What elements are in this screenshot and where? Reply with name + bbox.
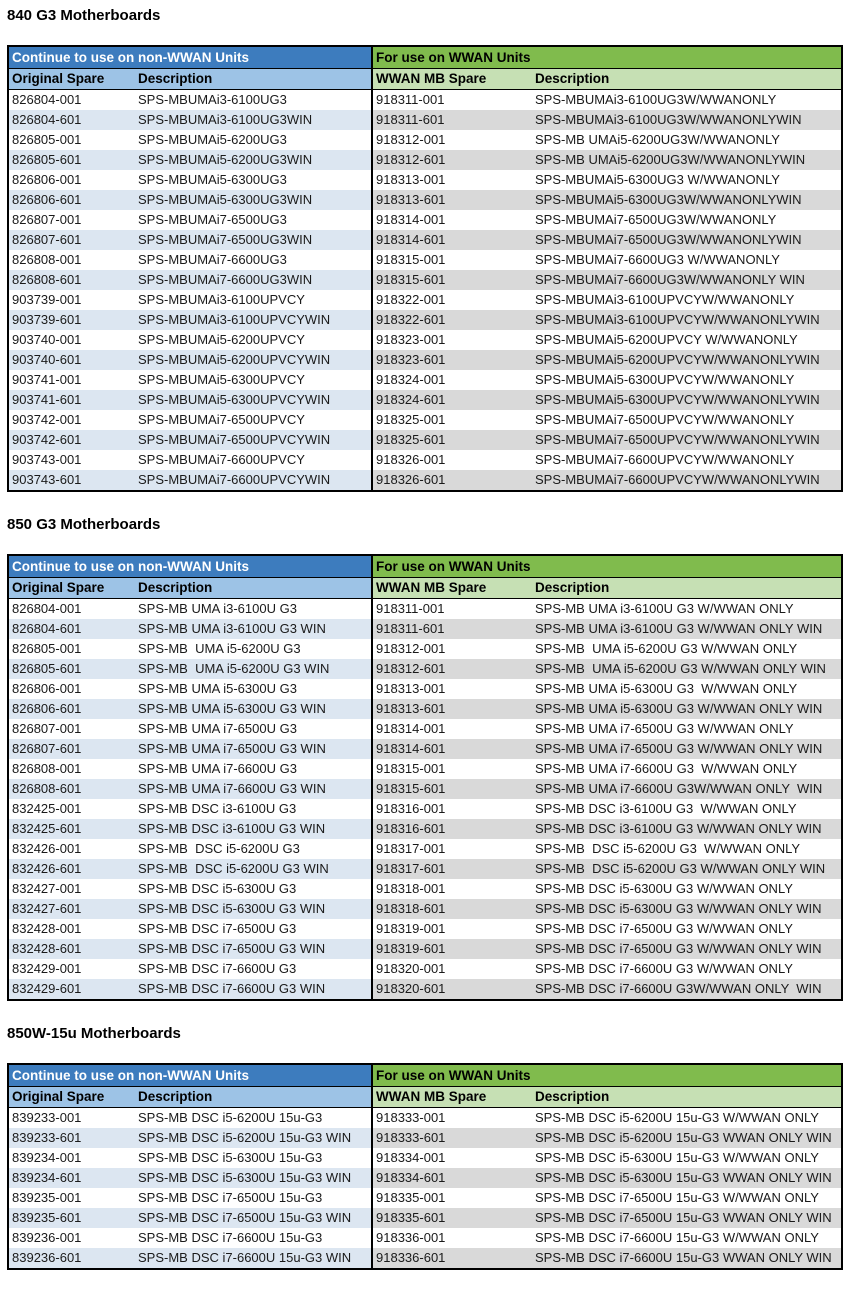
cell-original-spare: 826806-001: [12, 681, 82, 696]
original-spare-column-header: Original Spare: [8, 1087, 135, 1108]
cell-description: SPS-MB DSC i5-6200U G3 WIN: [135, 859, 372, 879]
cell-original-spare: 903742-001: [12, 412, 82, 427]
cell-original-spare: 832428-001: [12, 921, 82, 936]
cell-original-spare: 826806-601: [8, 699, 135, 719]
cell-description: SPS-MB UMA i7-6600U G3 WIN: [135, 779, 372, 799]
cell-wwan-mb-spare: 918324-601: [372, 390, 532, 410]
cell-original-spare: 903742-601: [8, 430, 135, 450]
cell-original-spare: 826807-001: [12, 721, 82, 736]
cell-wwan-mb-spare: 918319-601: [372, 939, 532, 959]
table-row: [8, 210, 842, 230]
cell-original-spare: 903740-001: [12, 332, 82, 347]
cell-wwan-description: SPS-MB UMA i7-6600U G3 W/WWAN ONLY: [535, 761, 798, 776]
column-header-row: [8, 1087, 842, 1108]
table-row: [8, 959, 842, 979]
cell-original-spare: 839236-001: [12, 1230, 82, 1245]
cell-description: SPS-MBUMAi3-6100UPVCYWIN: [135, 310, 372, 330]
cell-wwan-description: SPS-MBUMAi7-6500UPVCYW/WWANONLYWIN: [532, 430, 842, 450]
cell-description: SPS-MB DSC i7-6600U G3 WIN: [135, 979, 372, 1000]
cell-wwan-description: SPS-MB DSC i7-6600U 15u-G3 W/WWAN ONLY: [535, 1230, 819, 1245]
table-row: [8, 699, 842, 719]
cell-wwan-description: SPS-MBUMAi5-6300UPVCYW/WWANONLY: [535, 372, 795, 387]
column-header-row: [8, 578, 842, 599]
cell-wwan-mb-spare: 918320-601: [372, 979, 532, 1000]
cell-wwan-description: SPS-MB UMA i3-6100U G3 W/WWAN ONLY WIN: [532, 619, 842, 639]
section-title: 850W-15u Motherboards: [7, 1025, 181, 1042]
parts-table-body: [8, 599, 842, 1001]
section-title: 840 G3 Motherboards: [7, 7, 161, 24]
cell-wwan-mb-spare: 918320-001: [376, 961, 446, 976]
group-header-row: [8, 46, 842, 69]
cell-wwan-mb-spare: 918312-601: [372, 659, 532, 679]
wwan-mb-spare-column-header: WWAN MB Spare: [372, 69, 532, 90]
cell-original-spare: 826807-601: [8, 739, 135, 759]
cell-wwan-description: SPS-MB UMA i7-6500U G3 W/WWAN ONLY: [535, 721, 794, 736]
cell-wwan-description: SPS-MB DSC i7-6500U 15u-G3 W/WWAN ONLY: [535, 1190, 819, 1205]
cell-wwan-description: SPS-MB DSC i7-6600U G3W/WWAN ONLY WIN: [532, 979, 842, 1000]
cell-original-spare: 826808-601: [8, 779, 135, 799]
cell-wwan-mb-spare: 918311-601: [372, 110, 532, 130]
cell-original-spare: 826804-601: [8, 110, 135, 130]
table-row: [8, 1148, 842, 1168]
table-row: [8, 639, 842, 659]
table-row: [8, 230, 842, 250]
cell-wwan-mb-spare: 918313-601: [372, 699, 532, 719]
cell-wwan-mb-spare: 918319-001: [376, 921, 446, 936]
cell-description: SPS-MB DSC i5-6200U 15u-G3: [135, 1108, 372, 1129]
cell-original-spare: 839233-601: [8, 1128, 135, 1148]
table-row: [8, 659, 842, 679]
motherboard-section: [7, 516, 841, 1001]
cell-description: SPS-MB DSC i3-6100U G3: [135, 799, 372, 819]
cell-original-spare: 832425-001: [12, 801, 82, 816]
table-row: [8, 330, 842, 350]
cell-wwan-mb-spare: 918334-001: [376, 1150, 446, 1165]
cell-original-spare: 832426-001: [12, 841, 82, 856]
cell-wwan-mb-spare: 918317-001: [376, 841, 446, 856]
table-row: [8, 1208, 842, 1228]
cell-wwan-mb-spare: 918314-001: [376, 721, 446, 736]
cell-original-spare: 826808-601: [8, 270, 135, 290]
cell-wwan-description: SPS-MB UMA i7-6500U G3 W/WWAN ONLY WIN: [532, 739, 842, 759]
table-row: [8, 1188, 842, 1208]
cell-wwan-mb-spare: 918313-601: [372, 190, 532, 210]
cell-original-spare: 839234-001: [12, 1150, 82, 1165]
cell-description: SPS-MBUMAi7-6600UPVCYWIN: [135, 470, 372, 491]
cell-description: SPS-MB UMA i3-6100U G3 WIN: [135, 619, 372, 639]
cell-description: SPS-MBUMAi5-6200UPVCYWIN: [135, 350, 372, 370]
cell-wwan-description: SPS-MBUMAi7-6600UG3 W/WWANONLY: [535, 252, 780, 267]
cell-original-spare: 903739-601: [8, 310, 135, 330]
cell-original-spare: 832427-001: [12, 881, 82, 896]
cell-description: SPS-MB DSC i7-6500U 15u-G3 WIN: [135, 1208, 372, 1228]
table-row: [8, 599, 842, 620]
table-row: [8, 839, 842, 859]
wwan-mb-spare-column-header: WWAN MB Spare: [372, 578, 532, 599]
cell-wwan-mb-spare: 918325-601: [372, 430, 532, 450]
table-row: [8, 799, 842, 819]
cell-wwan-description: SPS-MB DSC i7-6500U G3 W/WWAN ONLY: [535, 921, 793, 936]
table-row: [8, 719, 842, 739]
cell-description: SPS-MB DSC i7-6600U G3: [135, 959, 372, 979]
cell-wwan-mb-spare: 918315-001: [376, 761, 446, 776]
table-row: [8, 1248, 842, 1269]
cell-description: SPS-MB DSC i5-6200U 15u-G3 WIN: [135, 1128, 372, 1148]
cell-description: SPS-MB DSC i7-6600U 15u-G3 WIN: [135, 1248, 372, 1269]
cell-original-spare: 903741-001: [12, 372, 82, 387]
cell-wwan-mb-spare: 918312-001: [376, 132, 446, 147]
table-row: [8, 859, 842, 879]
cell-original-spare: 903739-001: [12, 292, 82, 307]
cell-wwan-mb-spare: 918311-001: [376, 92, 445, 107]
cell-wwan-description: SPS-MBUMAi5-6200UPVCYW/WWANONLYWIN: [532, 350, 842, 370]
parts-table-header: [8, 555, 842, 599]
cell-wwan-description: SPS-MB DSC i5-6200U 15u-G3 W/WWAN ONLY: [535, 1110, 819, 1125]
parts-table-header: [8, 46, 842, 90]
cell-wwan-description: SPS-MB DSC i7-6500U G3 W/WWAN ONLY WIN: [532, 939, 842, 959]
wwan-description-column-header: Description: [532, 1087, 842, 1108]
cell-wwan-mb-spare: 918323-001: [376, 332, 446, 347]
cell-wwan-description: SPS-MB UMAi5-6200UG3W/WWANONLY: [535, 132, 780, 147]
cell-original-spare: 832426-601: [8, 859, 135, 879]
cell-description: SPS-MBUMAi3-6100UG3: [135, 90, 372, 111]
cell-description: SPS-MBUMAi5-6200UG3: [135, 130, 372, 150]
cell-description: SPS-MB UMA i7-6600U G3: [135, 759, 372, 779]
original-spare-column-header: Original Spare: [8, 69, 135, 90]
cell-original-spare: 826805-601: [8, 150, 135, 170]
cell-description: SPS-MB UMA i3-6100U G3: [135, 599, 372, 620]
cell-wwan-description: SPS-MB UMA i5-6200U G3 W/WWAN ONLY: [535, 641, 798, 656]
cell-wwan-description: SPS-MB DSC i7-6600U 15u-G3 WWAN ONLY WIN: [532, 1248, 842, 1269]
table-row: [8, 779, 842, 799]
cell-description: SPS-MBUMAi7-6600UPVCY: [135, 450, 372, 470]
cell-original-spare: 826806-601: [8, 190, 135, 210]
table-row: [8, 430, 842, 450]
cell-original-spare: 903743-001: [12, 452, 82, 467]
cell-original-spare: 826804-001: [12, 601, 82, 616]
cell-description: SPS-MBUMAi7-6600UG3: [135, 250, 372, 270]
cell-original-spare: 832425-601: [8, 819, 135, 839]
parts-table: [7, 1063, 843, 1270]
cell-wwan-mb-spare: 918326-601: [372, 470, 532, 491]
cell-description: SPS-MBUMAi5-6300UPVCY: [135, 370, 372, 390]
cell-original-spare: 826807-001: [12, 212, 82, 227]
cell-original-spare: 826805-001: [12, 132, 82, 147]
cell-wwan-mb-spare: 918317-601: [372, 859, 532, 879]
table-row: [8, 130, 842, 150]
table-row: [8, 270, 842, 290]
cell-wwan-description: SPS-MBUMAi3-6100UG3W/WWANONLY: [535, 92, 777, 107]
cell-wwan-description: SPS-MB DSC i7-6500U 15u-G3 WWAN ONLY WIN: [532, 1208, 842, 1228]
cell-wwan-mb-spare: 918322-001: [376, 292, 446, 307]
cell-description: SPS-MBUMAi5-6200UG3WIN: [135, 150, 372, 170]
table-row: [8, 170, 842, 190]
cell-wwan-description: SPS-MB UMAi5-6200UG3W/WWANONLYWIN: [532, 150, 842, 170]
table-row: [8, 310, 842, 330]
section-title: 850 G3 Motherboards: [7, 516, 161, 533]
description-column-header: Description: [135, 69, 372, 90]
cell-original-spare: 832428-601: [8, 939, 135, 959]
cell-description: SPS-MB DSC i7-6600U 15u-G3: [135, 1228, 372, 1248]
cell-wwan-mb-spare: 918315-601: [372, 270, 532, 290]
cell-wwan-description: SPS-MBUMAi7-6600UG3W/WWANONLY WIN: [532, 270, 842, 290]
cell-wwan-description: SPS-MB DSC i5-6300U G3 W/WWAN ONLY WIN: [532, 899, 842, 919]
cell-wwan-mb-spare: 918315-001: [376, 252, 446, 267]
table-row: [8, 190, 842, 210]
cell-original-spare: 826808-001: [12, 252, 82, 267]
cell-wwan-description: SPS-MB DSC i3-6100U G3 W/WWAN ONLY WIN: [532, 819, 842, 839]
cell-description: SPS-MB DSC i5-6300U 15u-G3 WIN: [135, 1168, 372, 1188]
cell-wwan-description: SPS-MB UMA i5-6200U G3 W/WWAN ONLY WIN: [532, 659, 842, 679]
cell-description: SPS-MB DSC i5-6200U G3: [135, 839, 372, 859]
parts-table: [7, 554, 843, 1001]
cell-wwan-description: SPS-MB DSC i3-6100U G3 W/WWAN ONLY: [535, 801, 797, 816]
cell-wwan-description: SPS-MBUMAi7-6500UG3W/WWANONLYWIN: [532, 230, 842, 250]
cell-original-spare: 826804-001: [12, 92, 82, 107]
table-row: [8, 410, 842, 430]
cell-description: SPS-MBUMAi5-6300UG3WIN: [135, 190, 372, 210]
cell-wwan-mb-spare: 918316-001: [376, 801, 446, 816]
cell-wwan-description: SPS-MB UMA i7-6600U G3W/WWAN ONLY WIN: [532, 779, 842, 799]
cell-description: SPS-MB DSC i7-6500U 15u-G3: [135, 1188, 372, 1208]
table-row: [8, 919, 842, 939]
cell-wwan-mb-spare: 918322-601: [372, 310, 532, 330]
cell-original-spare: 903740-601: [8, 350, 135, 370]
table-row: [8, 979, 842, 1000]
cell-wwan-mb-spare: 918335-601: [372, 1208, 532, 1228]
cell-wwan-description: SPS-MBUMAi5-6300UPVCYW/WWANONLYWIN: [532, 390, 842, 410]
cell-original-spare: 839234-601: [8, 1168, 135, 1188]
table-row: [8, 619, 842, 639]
cell-wwan-mb-spare: 918318-601: [372, 899, 532, 919]
cell-description: SPS-MB DSC i5-6300U G3: [135, 879, 372, 899]
table-row: [8, 250, 842, 270]
parts-table-header: [8, 1064, 842, 1108]
table-row: [8, 939, 842, 959]
cell-description: SPS-MBUMAi7-6500UG3WIN: [135, 230, 372, 250]
cell-description: SPS-MB DSC i5-6300U G3 WIN: [135, 899, 372, 919]
cell-original-spare: 826805-001: [12, 641, 82, 656]
cell-wwan-description: SPS-MBUMAi5-6200UPVCY W/WWANONLY: [535, 332, 798, 347]
table-row: [8, 879, 842, 899]
cell-wwan-description: SPS-MB DSC i5-6300U G3 W/WWAN ONLY: [535, 881, 793, 896]
cell-wwan-description: SPS-MB DSC i5-6300U 15u-G3 W/WWAN ONLY: [535, 1150, 819, 1165]
description-column-header: Description: [135, 1087, 372, 1108]
parts-table-body: [8, 1108, 842, 1270]
cell-original-spare: 839233-001: [12, 1110, 82, 1125]
parts-table-body: [8, 90, 842, 492]
cell-wwan-mb-spare: 918336-601: [372, 1248, 532, 1269]
cell-original-spare: 832429-601: [8, 979, 135, 1000]
cell-wwan-mb-spare: 918312-601: [372, 150, 532, 170]
table-row: [8, 1228, 842, 1248]
cell-description: SPS-MB DSC i7-6500U G3 WIN: [135, 939, 372, 959]
cell-wwan-mb-spare: 918323-601: [372, 350, 532, 370]
motherboard-section: [7, 7, 841, 492]
table-row: [8, 899, 842, 919]
cell-wwan-mb-spare: 918335-001: [376, 1190, 446, 1205]
cell-wwan-description: SPS-MBUMAi7-6500UPVCYW/WWANONLY: [535, 412, 795, 427]
table-row: [8, 110, 842, 130]
table-row: [8, 450, 842, 470]
cell-wwan-mb-spare: 918311-001: [376, 601, 445, 616]
cell-wwan-description: SPS-MBUMAi5-6300UG3W/WWANONLYWIN: [532, 190, 842, 210]
cell-description: SPS-MB UMA i5-6200U G3 WIN: [135, 659, 372, 679]
wwan-mb-spare-column-header: WWAN MB Spare: [372, 1087, 532, 1108]
table-row: [8, 819, 842, 839]
cell-wwan-description: SPS-MBUMAi7-6600UPVCYW/WWANONLYWIN: [532, 470, 842, 491]
cell-original-spare: 839236-601: [8, 1248, 135, 1269]
cell-original-spare: 826808-001: [12, 761, 82, 776]
wwan-description-column-header: Description: [532, 69, 842, 90]
cell-original-spare: 903741-601: [8, 390, 135, 410]
cell-original-spare: 903743-601: [8, 470, 135, 491]
cell-original-spare: 832427-601: [8, 899, 135, 919]
cell-description: SPS-MBUMAi7-6500UPVCY: [135, 410, 372, 430]
cell-wwan-mb-spare: 918313-001: [376, 681, 446, 696]
cell-wwan-mb-spare: 918314-001: [376, 212, 446, 227]
cell-description: SPS-MBUMAi7-6600UG3WIN: [135, 270, 372, 290]
cell-description: SPS-MBUMAi5-6200UPVCY: [135, 330, 372, 350]
cell-description: SPS-MB DSC i7-6500U G3: [135, 919, 372, 939]
wwan-group-header: For use on WWAN Units: [372, 1064, 842, 1087]
cell-wwan-mb-spare: 918333-001: [376, 1110, 446, 1125]
cell-original-spare: 826805-601: [8, 659, 135, 679]
cell-wwan-mb-spare: 918314-601: [372, 230, 532, 250]
wwan-group-header: For use on WWAN Units: [372, 46, 842, 69]
cell-wwan-description: SPS-MB UMA i5-6300U G3 W/WWAN ONLY WIN: [532, 699, 842, 719]
cell-description: SPS-MBUMAi3-6100UPVCY: [135, 290, 372, 310]
cell-wwan-description: SPS-MBUMAi3-6100UPVCYW/WWANONLYWIN: [532, 310, 842, 330]
table-row: [8, 370, 842, 390]
cell-wwan-mb-spare: 918324-001: [376, 372, 446, 387]
cell-wwan-description: SPS-MBUMAi7-6500UG3W/WWANONLY: [535, 212, 777, 227]
cell-description: SPS-MB DSC i5-6300U 15u-G3: [135, 1148, 372, 1168]
cell-description: SPS-MB DSC i3-6100U G3 WIN: [135, 819, 372, 839]
cell-wwan-mb-spare: 918316-601: [372, 819, 532, 839]
cell-wwan-mb-spare: 918325-001: [376, 412, 446, 427]
cell-wwan-description: SPS-MB DSC i7-6600U G3 W/WWAN ONLY: [535, 961, 793, 976]
cell-wwan-description: SPS-MBUMAi5-6300UG3 W/WWANONLY: [535, 172, 780, 187]
table-row: [8, 470, 842, 491]
group-header-row: [8, 555, 842, 578]
table-row: [8, 759, 842, 779]
cell-description: SPS-MB UMA i7-6500U G3: [135, 719, 372, 739]
cell-original-spare: 826804-601: [8, 619, 135, 639]
cell-wwan-mb-spare: 918326-001: [376, 452, 446, 467]
non-wwan-group-header: Continue to use on non-WWAN Units: [8, 555, 372, 578]
cell-original-spare: 826807-601: [8, 230, 135, 250]
column-header-row: [8, 69, 842, 90]
parts-table: [7, 45, 843, 492]
cell-description: SPS-MBUMAi7-6500UPVCYWIN: [135, 430, 372, 450]
cell-description: SPS-MB UMA i7-6500U G3 WIN: [135, 739, 372, 759]
table-row: [8, 290, 842, 310]
cell-wwan-mb-spare: 918311-601: [372, 619, 532, 639]
table-row: [8, 150, 842, 170]
table-row: [8, 1128, 842, 1148]
cell-description: SPS-MBUMAi3-6100UG3WIN: [135, 110, 372, 130]
cell-wwan-mb-spare: 918318-001: [376, 881, 446, 896]
cell-wwan-mb-spare: 918313-001: [376, 172, 446, 187]
cell-wwan-description: SPS-MB UMA i3-6100U G3 W/WWAN ONLY: [535, 601, 794, 616]
original-spare-column-header: Original Spare: [8, 578, 135, 599]
cell-original-spare: 839235-601: [8, 1208, 135, 1228]
cell-description: SPS-MB UMA i5-6200U G3: [135, 639, 372, 659]
cell-wwan-description: SPS-MBUMAi3-6100UG3W/WWANONLYWIN: [532, 110, 842, 130]
group-header-row: [8, 1064, 842, 1087]
motherboard-section: [7, 1025, 841, 1270]
table-row: [8, 1168, 842, 1188]
cell-original-spare: 832429-001: [12, 961, 82, 976]
cell-original-spare: 839235-001: [12, 1190, 82, 1205]
cell-wwan-description: SPS-MB DSC i5-6200U G3 W/WWAN ONLY WIN: [532, 859, 842, 879]
non-wwan-group-header: Continue to use on non-WWAN Units: [8, 1064, 372, 1087]
cell-wwan-mb-spare: 918334-601: [372, 1168, 532, 1188]
cell-wwan-description: SPS-MB UMA i5-6300U G3 W/WWAN ONLY: [535, 681, 798, 696]
cell-wwan-description: SPS-MB DSC i5-6200U 15u-G3 WWAN ONLY WIN: [532, 1128, 842, 1148]
cell-wwan-mb-spare: 918314-601: [372, 739, 532, 759]
cell-wwan-mb-spare: 918312-001: [376, 641, 446, 656]
cell-wwan-mb-spare: 918333-601: [372, 1128, 532, 1148]
cell-wwan-description: SPS-MBUMAi3-6100UPVCYW/WWANONLY: [535, 292, 795, 307]
sections-container: [7, 7, 841, 1270]
cell-description: SPS-MB UMA i5-6300U G3: [135, 679, 372, 699]
cell-original-spare: 826806-001: [12, 172, 82, 187]
cell-description: SPS-MBUMAi5-6300UG3: [135, 170, 372, 190]
table-row: [8, 350, 842, 370]
cell-description: SPS-MB UMA i5-6300U G3 WIN: [135, 699, 372, 719]
wwan-description-column-header: Description: [532, 578, 842, 599]
wwan-group-header: For use on WWAN Units: [372, 555, 842, 578]
cell-wwan-description: SPS-MB DSC i5-6200U G3 W/WWAN ONLY: [535, 841, 801, 856]
description-column-header: Description: [135, 578, 372, 599]
cell-description: SPS-MBUMAi5-6300UPVCYWIN: [135, 390, 372, 410]
cell-description: SPS-MBUMAi7-6500UG3: [135, 210, 372, 230]
cell-wwan-description: SPS-MB DSC i5-6300U 15u-G3 WWAN ONLY WIN: [532, 1168, 842, 1188]
cell-wwan-mb-spare: 918336-001: [376, 1230, 446, 1245]
table-row: [8, 390, 842, 410]
non-wwan-group-header: Continue to use on non-WWAN Units: [8, 46, 372, 69]
table-row: [8, 90, 842, 111]
table-row: [8, 679, 842, 699]
table-row: [8, 739, 842, 759]
table-row: [8, 1108, 842, 1129]
cell-wwan-mb-spare: 918315-601: [372, 779, 532, 799]
cell-wwan-description: SPS-MBUMAi7-6600UPVCYW/WWANONLY: [535, 452, 795, 467]
